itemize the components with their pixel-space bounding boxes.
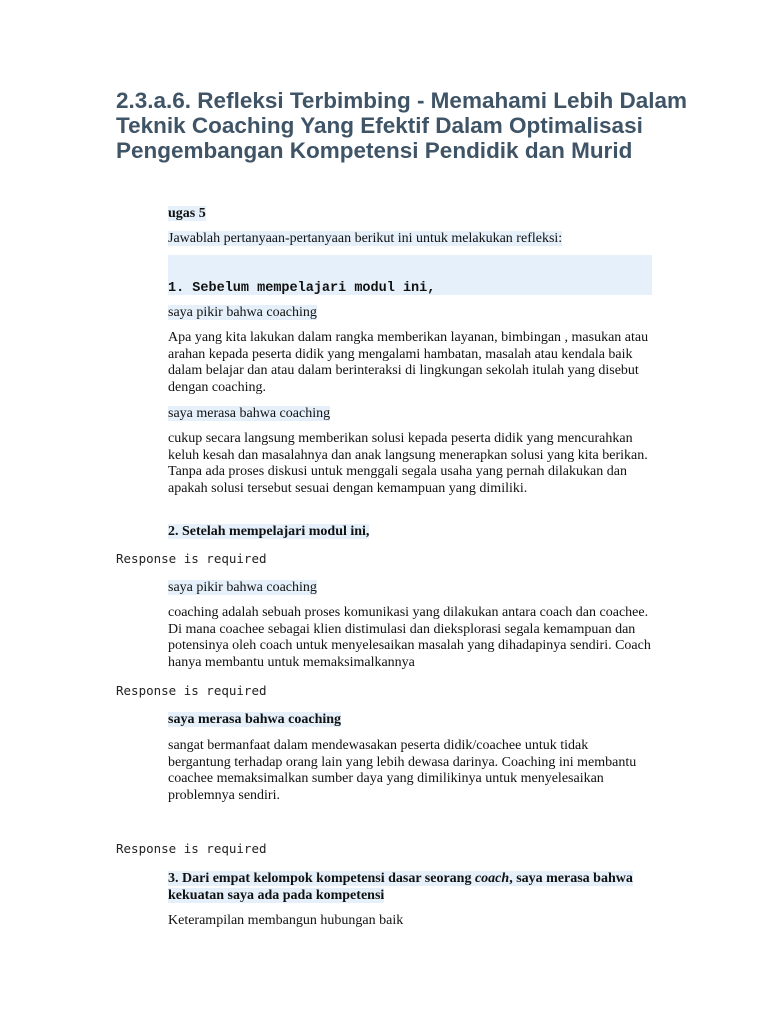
page-title: 2.3.a.6. Refleksi Terbimbing - Memahami Lebih Dalam Teknik Coaching Yang Efektif Dalam Optimalisasi Pengembangan Kompetensi Pendidik dan Murid bbox=[116, 88, 688, 163]
q2-feel-answer: sangat bermanfaat dalam mendewasakan peserta didik/coachee untuk tidak bergantung terhadap orang lain yang lebih dewasa darinya. Coaching ini membantu coachee memaksimalkan sumber daya yang dimilikinya untuk menyelesaikan problemnya sendiri. bbox=[168, 738, 637, 803]
q1-think-label: saya pikir bahwa coaching bbox=[168, 305, 317, 320]
q1-feel-label: saya merasa bahwa coaching bbox=[168, 406, 331, 421]
instruction-text: Jawablah pertanyaan-pertanyaan berikut ini untuk melakukan refleksi: bbox=[168, 231, 563, 246]
task-label: ugas 5 bbox=[168, 206, 206, 221]
q1-think-answer: Apa yang kita lakukan dalam rangka memberikan layanan, bimbingan , masukan atau arahan kepada peserta didik yang mengalami hambatan, masalah atau kendala baik dalam belajar dan atau dalam berinteraksi di lingkungan sekolah itulah yang disebut dengan coaching. bbox=[168, 330, 649, 395]
question-1-heading: 1. Sebelum mempelajari modul ini, bbox=[168, 281, 436, 296]
validation-message: Response is required bbox=[116, 683, 267, 698]
q2-think-answer: coaching adalah sebuah proses komunikasi yang dilakukan antara coach dan coachee. Di mana coachee sebagai klien distimulasi dan dieksplorasi segala kemampuan dan potensinya oleh coach untuk menyelesaikan masalah yang dihadapinya sendiri. Coach hanya membantu untuk memaksimalkannya bbox=[168, 605, 651, 670]
question-2-heading: 2. Setelah mempelajari modul ini, bbox=[168, 524, 370, 539]
question-3-heading: 3. Dari empat kelompok kompetensi dasar seorang coach, saya merasa bahwa kekuatan saya ada pada kompetensi bbox=[168, 871, 633, 903]
q2-feel-label: saya merasa bahwa coaching bbox=[168, 712, 342, 727]
q1-feel-answer: cukup secara langsung memberikan solusi kepada peserta didik yang mencurahkan keluh kesah dan masalahnya dan anak langsung menerapkan solusi yang kita berikan. Tanpa ada proses diskusi untuk menggali segala usaha yang pernah dilakukan dan apakah solusi tersebut sesuai dengan kemampuan yang dimiliki. bbox=[168, 431, 648, 496]
q2-think-label: saya pikir bahwa coaching bbox=[168, 580, 317, 595]
validation-message: Response is required bbox=[116, 551, 267, 566]
validation-message: Response is required bbox=[116, 841, 267, 856]
q3-answer: Keterampilan membangun hubungan baik bbox=[168, 913, 404, 928]
